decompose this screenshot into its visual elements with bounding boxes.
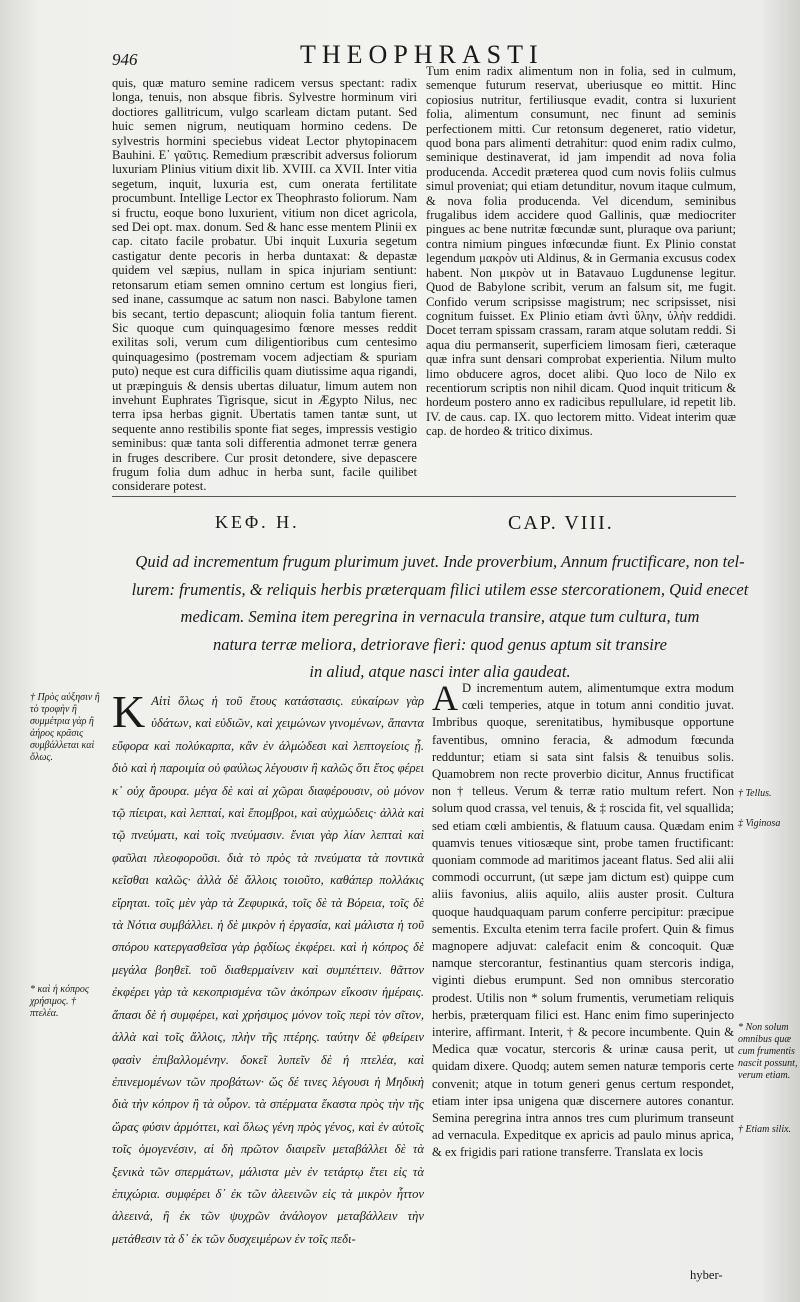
commentary-left-text: quis, quæ maturo semine radicem versus spectant: radix longa, tenuis, non absque fibris. Sylvestre horminum viri doctiores gallitricum, vulgo scarleam dictam putant. Sed huic semen nigrum, neutiquam hormino cedens. De sylvestris hormini speciebus videat Lector phytopinacem Bauhini. Ε᾽ γαῦτις. Remedium præscribit adversus foliorum luxuriam Plinius vitium dixit lib. XVIII. ca XVII. Inter vitia segetum, inquit, luxuria est, cum onerata fertilitate procumbunt. Intellige Lector ex Theophrasto foliorum. Nam si fructu, eoque bono luxurient, vitium non dicet agricola, sed Dei opt. max. donum. Sed & hanc esse mentem Plinii ex cap. citato facile probatur. Ubi inquit Luxuria segetum castigatur dente pecoris in herba duntaxat: & depastæ quidem vel sæpius, nullam in spica injuriam sentiunt: retonsarum etiam semen omnino certum est longius fieri, sed inane, cassumque ac satum non nasci. Babylone tamen bis secant, tertio depascunt; alioquin folia tantum fierent. Sic quoque cum quinquagesimo fœnore messes reddit exilitas soli, verum cum diligentioribus cum centesimo quinquagesimo (postremam vocem adjectiam & spuriam puto) neque est cura difficilis quam diutissime aqua rigandi, ut præpinguis & densis ubertas diluatur, limum autem non invehunt Euphrates Tigrisque, sicut in Ægypto Nilus, nec terra ipsa herbas gignit. Ubertatis tamen tantæ sunt, ut sequente anno restibilis sponte fiat seges, impressis vestigio seminibus: quæ tanta soli differentia admonet terræ genera in fruges describere. Cur prosit detondere, sive depascere frugum folia dum adhuc in herba sunt, facile quilibet considerare potest. <box>112 76 417 494</box>
chapter-heading-latin: CAP. VIII. <box>508 512 614 534</box>
greek-body-text: Αἰτὶ ὅλως ἡ τοῦ ἔτους κατάστασις. εὐκαίρων γὰρ ὑδάτων, καὶ εὐδιῶν, καὶ χειμώνων γινομένων, ἅπαντα εὔφορα καὶ πολύκαρπα, κἂν ἐν ἁλμώδεσι καὶ λεπτογείοις ᾖ. διὸ καὶ ἡ παροιμία οὐ φαύλως λέγουσιν ἢ καλῶς ὅτι ἔτος φέρει κ᾽ οὐχ ἄρουρα. μέγα δὲ καὶ αἱ χῶραι διαφέρουσιν, οὐ μόνον τῷ πίειραι, καὶ λεπταί, καὶ ἔπομβροι, καὶ αὐχμώδεις· ἀλλὰ καὶ τῷ πνεύματι, καὶ τοῖς πνεύμασιν. ἔνιαι γὰρ λίαν λεπταὶ καὶ φαῦλαι πλεοφοροῦσι. διὰ τὸ πρὸς τὰ πνεύματα τὰ ποντικὰ κεῖσθαι καλῶς· ἀλλὰ δὲ ἄλλοις τοιοῦτο, καθάπερ πολλάκις εἴρηται. τοῖς μὲν γὰρ τὰ Ζεφυρικά, τοῖς δὲ τὰ Βόρεια, τοῖς δὲ τὰ Νότια συμβάλλει. ἡ δὲ μικρὸν ἡ ἐργασία, καὶ μάλιστα ἡ τοῦ σπόρου κατεργασθεῖσα γὰρ ῥᾳδίως ἐκφέρει. καὶ ἡ κόπρος δὲ μεγάλα βοηθεῖ. τοῦ διαθερμαίνειν καὶ συμπέττειν. θᾶττον ἐκφέρει γὰρ τὰ κεκοπρισμένα τῶν ἀκόπρων εἴκοσιν ἡμέραις. ἅπασι δὲ ἡ συμφέρει, καὶ χρήσιμος μόνον τοῖς περὶ τὸν σῖτον, ἀλλὰ καὶ τοῖς ἄλλοις, πλὴν τῆς πτέρης. ταύτην δὲ φθείρειν φασὶν ἐπιβαλλομένην. δοκεῖ λυπεῖν δὲ ἡ πτελέα, καὶ ἐπινεμομένων τῶν προβάτων· ὥς δέ τινες λέγουσι ἡ Μηδικὴ διὰ τὴν κόπρον ἢ τὰ οὖρον. τὰ σπέρματα ἕκαστα πρὸς τὴν τῆς ὥρας φύσιν ἁρμόττει, καὶ ὅλως γένη πρὸς γένος, καὶ ἐν αὐτοῖς τοῖς ὁμογενέσιν, αἱ δὴ πρῶτον διαιρεῖν μεταβάλλει δὲ τὰ ξενικὰ τῶν σπερμάτων, μάλιστα μὲν ἐν τετάρτῳ ἔτει εἰς τὰ ἐπιχώρια. συμφέρει δ᾽ ἐκ τῶν ἀλεεινῶν εἰς τὰ μικρὸν ἧττον ἀλεεινά, ἢ ἐκ τῶν ψυχρῶν ἀνάλογον μεταβάλλειν τὴν μετάθεσιν τὰ δ᾽ ἐκ τῶν δυσχειμέρων ἐν τοῖς πεδι- <box>112 694 424 1246</box>
catchword: hyber- <box>690 1268 723 1282</box>
greek-text-column <box>112 686 424 1250</box>
page-number: 946 <box>112 50 138 69</box>
margin-note-right: † Etiam silix. <box>738 1124 792 1135</box>
commentary-right-text: Tum enim radix alimentum non in folia, sed in culmum, semenque futurum reservat, uberiusque eo mittit. Hinc copiosius nutritur, fertiliusque evadit, contra si luxurient folia, alimentum consumunt, nec finunt ad seminis perfectionem mitti. Cur retonsum degeneret, ratio videtur, quod bona pars alimenti detrahitur: quod enim radix culmo, seminique destinaverat, id jam impendit ad nova folia producenda. Accedit præterea quod cum novis foliis culmus simul proveniat; qui etiam detunditur, novum itaque culmum, & nova folia producenda. Vel dicendum, seminibus frugalibus idem accidere quod Gallinis, quæ mediocriter pingues ac bene nutritæ fœcundæ sunt, pluraque ova pariunt; contra nimium pingues infœcundæ fiunt. Ex Plinio constat legendum μακρὸν uti Aldinus, & in Germania excusus codex habent. Non μικρὸν ut in Batavauo Lugdunense legitur. Quod de Babylone scribit, verum an falsum sit, me fugit. Confido verum scripsisse magistrum; nec scripsisset, nisi cognitum fuisset. Ex Plinio etiam ἀντὶ ὕλην, ὑλὴν reddidi. Docet terram spissam crassam, raram atque solutam reddi. Si aqua diu permanserit, superficiem limosam fieri, cæteraque quæ infra sunt densari comprobat experientia. Nilum multo limo obducere agros, docet alibi. Quo loco de Nilo ex recentiorum scriptis non nihil dicam. Quod inquit triticum & hordeum postero anno ex radicibus repullulare, id repetit lib. IV. de caus. cap. IX. quo lectorem mitto. Videat interim quæ cap. de hordeo & tritico diximus. <box>426 64 736 439</box>
margin-note-right: ‡ Viginosa <box>738 818 781 829</box>
page-title: THEOPHRASTI <box>300 40 544 69</box>
chapter-heading-greek: ΚΕΦ. Η. <box>215 512 300 532</box>
latin-drop-cap: A <box>432 678 458 718</box>
greek-drop-cap: K <box>112 686 146 737</box>
running-head <box>0 36 800 69</box>
latin-body-text: D incrementum autem, alimentumque extra modum cœli temperies, atque in totum anni conditio juvat. Imbribus quoque, serenitatibus, hymibusque opportune faventibus, omnino feracia, & admodum fœcunda redduntur; etiam si sata sint falsis & tenuibus solis. Quamobrem non recte proverbio dicitur, Annus fructificat non † telleus. Verum & terræ ratio multum refert. Non solum quod crassa, vel tenuis, & ‡ roscida fit, vel squallida; sed etiam cœli ambientis, & flatuum causa. Quædam enim quamvis tenues vitiosæque sint, probe tamen fructificant: quoniam commode ad maritimos jaceant flatus. Sed alii alii commodi occurrunt, (ut sæpe jam dictum est) quippe cum aliis favonius, aliis aquilo, aliis auster prosit. Cultura quoque haudquaquam parum conferre percipitur: præcipue sementis. Exculta etenim terra facile profert. Quin & fimus magnopere adjuvat: calefacit enim & concoquit. Quæ namque stercorantur, festinantius quam stercoris indiga, viginti diebus erumpunt. Sed non omnibus stercoratio prodest. Utilis non * solum frumentis, verumetiam reliquis herbis, præterquam filici est. Hanc enim fimo superinjecto interire, affirmant. Interit, † & pecore incumbente. Quin & Medica quæ vocatur, stercoris & urinæ causa perit, ut quidam dixere. Quodq; autem semen naturæ temporis certe convenit; atque in totum generi genus certum respondet, etiam inter ipsa unigena quæ discernere autores conantur. Semina peregrina intra annos tres cum plurimum transeunt ad vernacula. Expeditque ex apricis ad paulo minus aprica, & ex frigidis pari ratione transferre. Translata ex locis <box>432 681 734 1160</box>
summary-line: Quid ad incrementum frugum plurimum juvet. Inde proverbium, Annum fructificare, non tel- <box>135 552 745 571</box>
margin-note-right: * Non solum omnibus quæ cum frumentis nascit possunt, verum etiam. <box>738 1022 798 1081</box>
summary-line: lurem: frumentis, & reliquis herbis præterquam filici utilem esse stercorationem, Quid enecet medicam. Semina item peregrina in vernacula transire, atque tum cultura, tum <box>131 579 749 626</box>
margin-note-left: * καὶ ἡ κόπρος χρήσιμος. † πτελέα. <box>30 984 89 1019</box>
latin-text-column <box>432 680 734 1162</box>
summary-line: natura terræ meliora, detriorave fieri: quod genus aptum sit transire <box>212 634 668 654</box>
chapter-summary <box>120 548 760 686</box>
margin-note-right: † Tellus. <box>738 788 772 799</box>
section-divider <box>112 496 736 497</box>
commentary-right-column <box>426 64 736 439</box>
commentary-left-column <box>112 76 417 494</box>
margin-note-left: † Πρὸς αὐξησιν ἢ τὸ τροφὴν ἢ συμμέτρια γὰρ ἢ ἀήρος κρᾶσις συμβάλλεται καὶ ὅλως. <box>30 692 100 763</box>
summary-line: in aliud, atque nasci inter alia gaudeat. <box>309 662 571 681</box>
